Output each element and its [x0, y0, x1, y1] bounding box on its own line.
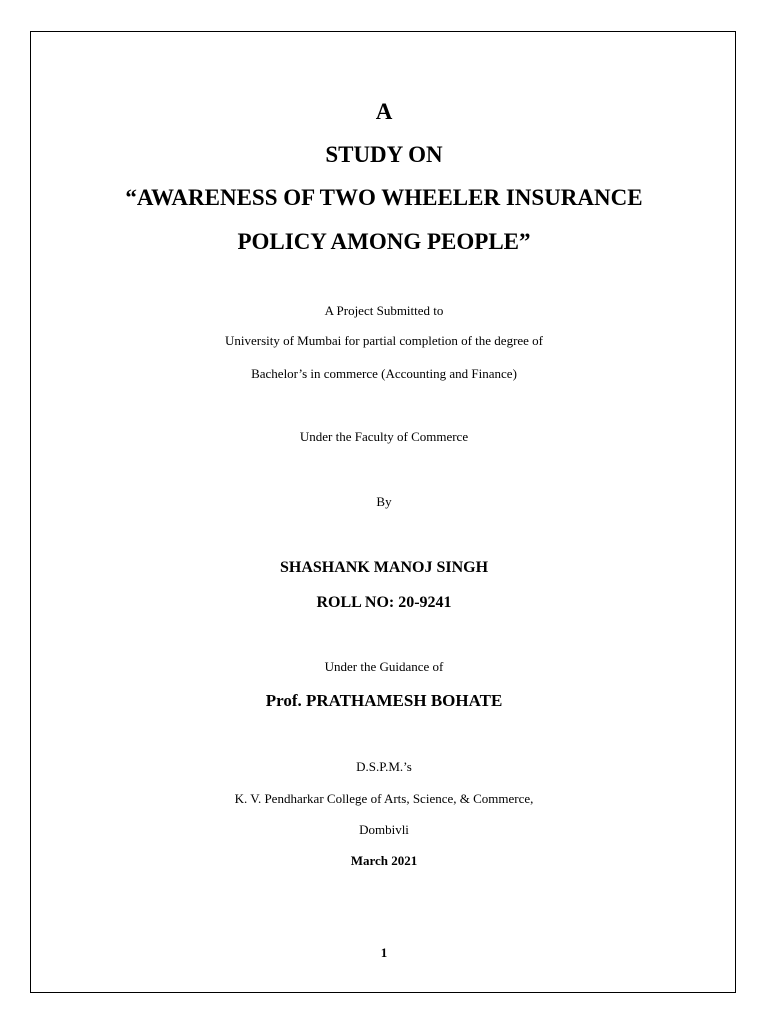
roll-number: ROLL NO: 20-9241: [316, 594, 452, 611]
title-line-a: A: [375, 99, 393, 124]
submission-line-2: University of Mumbai for partial completion of the degree of: [224, 333, 544, 348]
page-border: [30, 31, 736, 993]
title-line-awareness: “AWARENESS OF TWO WHEELER INSURANCE: [125, 185, 643, 210]
guidance-label: Under the Guidance of: [324, 659, 444, 674]
institution-line-2: K. V. Pendharkar College of Arts, Science, & Commerce,: [234, 791, 534, 806]
author-name: SHASHANK MANOJ SINGH: [279, 559, 489, 576]
title-line-policy: POLICY AMONG PEOPLE”: [237, 229, 531, 254]
institution-line-1: D.S.P.M.’s: [356, 759, 412, 774]
title-line-study-on: STUDY ON: [325, 142, 443, 167]
submission-line-1: A Project Submitted to: [324, 303, 444, 318]
submission-line-3: Bachelor’s in commerce (Accounting and Finance): [251, 366, 517, 381]
submission-date: March 2021: [350, 853, 418, 868]
faculty-line: Under the Faculty of Commerce: [299, 429, 469, 444]
institution-line-3: Dombivli: [359, 822, 409, 837]
page-number: 1: [380, 945, 388, 960]
by-label: By: [376, 494, 392, 509]
guide-name: Prof. PRATHAMESH BOHATE: [265, 691, 503, 710]
